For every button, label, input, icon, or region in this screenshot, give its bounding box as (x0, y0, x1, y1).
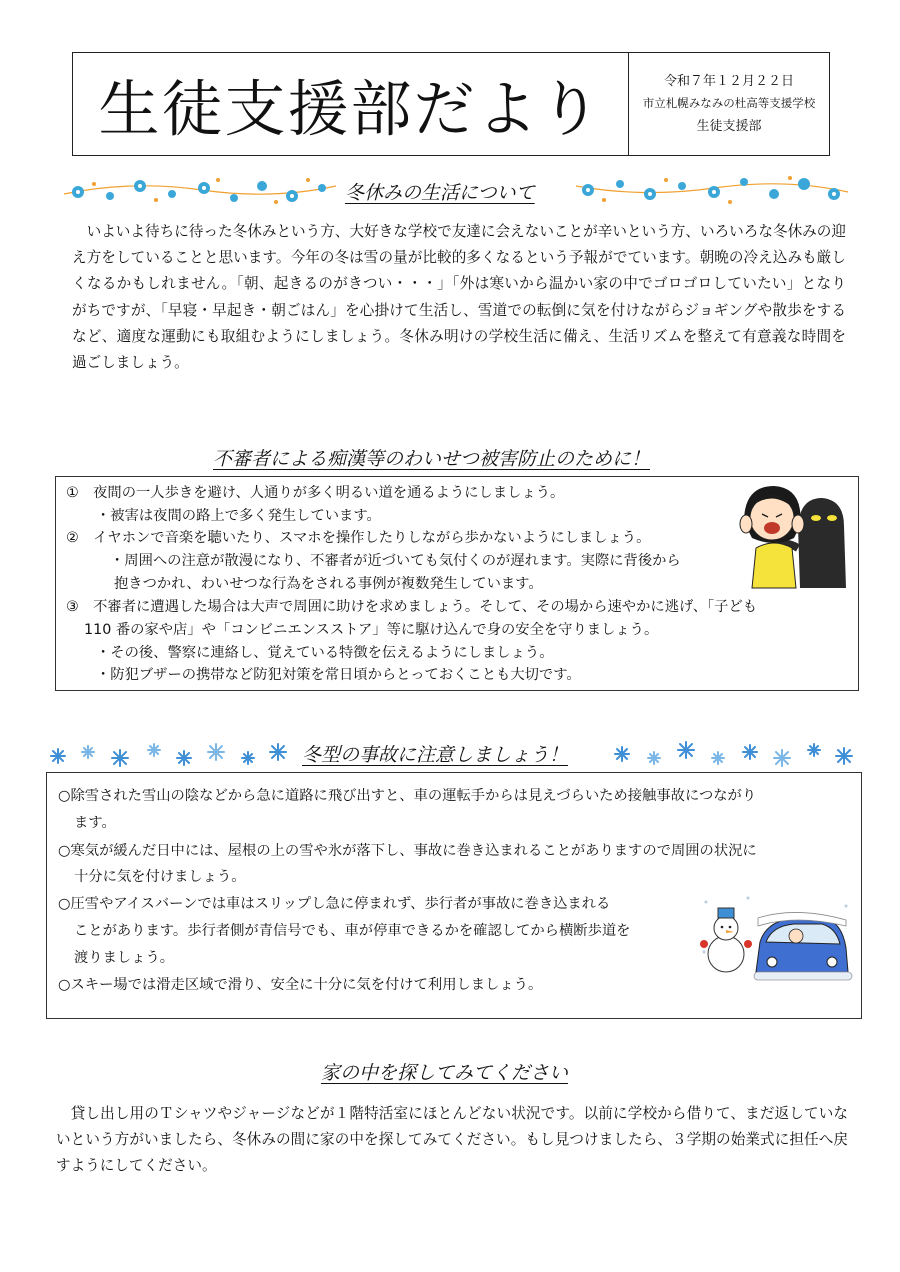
accident-line-1: ○除雪された雪山の陰などから急に道路に飛び出すと、車の運転手からは見えづらいため接触事故につながり (58, 788, 757, 804)
section-heading-winter-life: 冬休みの生活について (345, 182, 535, 204)
accident-line-5: ○圧雪やアイスバーンでは車はスリップし急に停まれず、歩行者が事故に巻き込まれる (58, 896, 611, 912)
department-name: 生徒支援部 (696, 118, 762, 134)
safety-line-5: 抱きつかれ、わいせつな行為をされる事例が複数発生しています。 (114, 576, 543, 592)
newsletter-header (72, 52, 830, 156)
school-name: 市立札幌みなみの杜高等支援学校 (642, 96, 816, 111)
safety-line-9: ・防犯ブザーの携帯など防犯対策を常日頃からとっておくことも大切です。 (96, 667, 581, 683)
stalker-illustration-icon (734, 478, 852, 590)
snowflake-row-left-icon (44, 738, 298, 772)
page-title: 生徒支援部だより (98, 73, 603, 145)
safety-line-2: ・被害は夜間の路上で多く発生しています。 (96, 508, 381, 524)
accident-line-3: ○寒気が緩んだ日中には、屋根の上の雪や氷が落下し、事故に巻き込まれることがありますので周囲の状況に (58, 843, 757, 859)
snowman-car-illustration-icon (696, 892, 854, 984)
safety-line-8: ・その後、警察に連絡し、覚えている特徴を伝えるようにしましょう。 (96, 645, 554, 661)
accident-line-6: ことがあります。歩行者側が青信号でも、車が停車できるかを確認してから横断歩道を (74, 923, 631, 939)
section-heading-search-home: 家の中を探してみてください (321, 1062, 569, 1084)
safety-line-4: ・周囲への注意が散漫になり、不審者が近づいても気付くのが遅れます。実際に背後から (110, 553, 681, 569)
issue-date: 令和７年１２月２２日 (663, 73, 794, 89)
search-home-paragraph: 貸し出し用のＴシャツやジャージなどが１階特活室にほとんどない状況です。以前に学校から借りて、まだ返していないという方がいましたら、冬休みの間に家の中を探してみてください。もし見つけましたら、３学期の始業式に担任へ戻すようにしてください。 (56, 1105, 848, 1175)
meta-cell (629, 53, 829, 155)
safety-line-6: ③ 不審者に遭遇した場合は大声で周囲に助けを求めましょう。そして、その場から速やかに逃げ、「子ども (66, 599, 758, 615)
title-cell (73, 53, 629, 155)
winter-life-paragraph: いよいよ待ちに待った冬休みという方、大好きな学校で友達に会えないことが辛いという方、いろいろな冬休みの迎え方をしていることと思います。今年の冬は雪の量が比較的多くなるという予報がでています。朝晩の冷え込みも厳しくなるかもしれません。「朝、起きるのがきつい・・・」「外は寒いから温かい家の中でゴロゴロしていたい」となりがちですが、「早寝・早起き・朝ごはん」を心掛けて生活し、雪道での転倒に気を付けながらジョギングや散歩をするなど、適度な運動にも取組むようにしましょう。冬休み明けの学校生活に備え、生活リズムを整えて有意義な時間を過ごしましょう。 (72, 223, 846, 372)
flower-garland-left-icon (62, 172, 338, 208)
accident-line-7: 渡りましょう。 (74, 950, 175, 966)
safety-line-3: ② イヤホンで音楽を聴いたり、スマホを操作したりしながら歩かないようにしましょう。 (66, 530, 651, 546)
accident-line-2: ます。 (74, 815, 116, 831)
section-heading-winter-accidents: 冬型の事故に注意しましょう！ (302, 744, 569, 766)
section-heading-safety: 不審者による痴漢等のわいせつ被害防止のために！ (213, 448, 651, 470)
safety-line-7: 110 番の家や店」や「コンビニエンスストア」等に駆け込んで身の安全を守りましょう。 (84, 622, 659, 638)
accident-line-8: ○スキー場では滑走区域で滑り、安全に十分に気を付けて利用しましょう。 (58, 977, 543, 993)
safety-line-1: ① 夜間の一人歩きを避け、人通りが多く明るい道を通るようにしましょう。 (66, 485, 565, 501)
flower-garland-right-icon (574, 172, 850, 208)
snowflake-row-right-icon (608, 738, 862, 772)
accident-line-4: 十分に気を付けましょう。 (74, 869, 246, 885)
